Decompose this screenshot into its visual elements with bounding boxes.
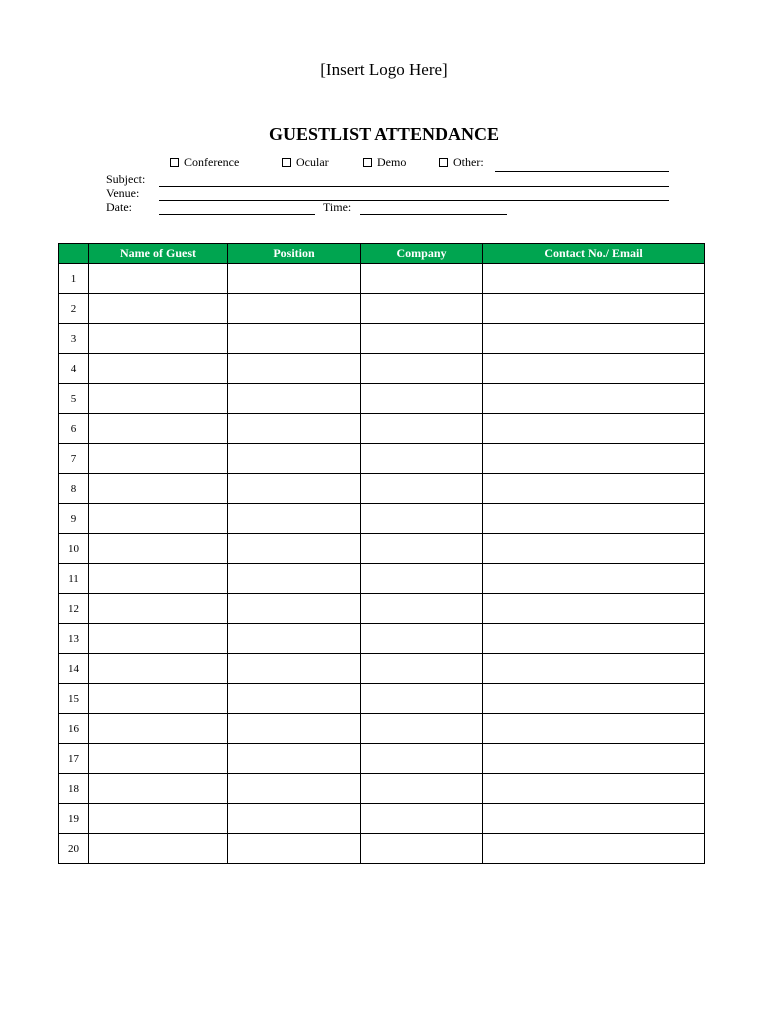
date-label: Date: [106,200,132,214]
position-cell[interactable] [228,564,361,594]
table-header-row [59,244,705,264]
contact-cell[interactable] [483,444,705,474]
name-cell[interactable] [89,564,228,594]
row-number: 4 [59,354,89,384]
table-row [59,714,705,744]
table-row [59,624,705,654]
contact-cell[interactable] [483,624,705,654]
name-cell[interactable] [89,684,228,714]
other-input-line[interactable] [495,171,669,172]
row-number: 19 [59,804,89,834]
contact-cell[interactable] [483,714,705,744]
checkbox-conference[interactable] [170,155,239,170]
company-cell[interactable] [361,294,483,324]
company-cell[interactable] [361,594,483,624]
row-number: 16 [59,714,89,744]
table-row [59,444,705,474]
table-row [59,294,705,324]
table-row [59,504,705,534]
checkbox-icon[interactable] [282,158,291,167]
row-number: 13 [59,624,89,654]
table-row [59,834,705,864]
logo-placeholder: [Insert Logo Here] [320,60,448,79]
row-number: 20 [59,834,89,864]
company-cell[interactable] [361,324,483,354]
position-cell[interactable] [228,534,361,564]
contact-cell[interactable] [483,324,705,354]
time-input-line[interactable] [360,214,507,215]
checkbox-icon[interactable] [170,158,179,167]
header-contact: Contact No./ Email [483,244,705,264]
attendance-table [58,243,705,864]
name-cell[interactable] [89,474,228,504]
position-cell[interactable] [228,714,361,744]
company-cell[interactable] [361,474,483,504]
position-cell[interactable] [228,834,361,864]
table-row [59,594,705,624]
position-cell[interactable] [228,324,361,354]
page-title: GUESTLIST ATTENDANCE [269,124,499,144]
row-number: 6 [59,414,89,444]
name-cell[interactable] [89,414,228,444]
time-label: Time: [323,200,352,214]
row-number: 17 [59,744,89,774]
table-row [59,684,705,714]
row-number: 11 [59,564,89,594]
table-row [59,354,705,384]
position-cell[interactable] [228,684,361,714]
name-cell[interactable] [89,264,228,294]
row-number: 18 [59,774,89,804]
header-position: Position [228,244,361,264]
row-number: 10 [59,534,89,564]
checkbox-other[interactable] [439,155,484,170]
checkbox-label: Demo [377,155,407,169]
header-name: Name of Guest [89,244,228,264]
company-cell[interactable] [361,624,483,654]
row-number: 15 [59,684,89,714]
company-cell[interactable] [361,684,483,714]
company-cell[interactable] [361,264,483,294]
name-cell[interactable] [89,714,228,744]
header-company: Company [361,244,483,264]
company-cell[interactable] [361,774,483,804]
venue-input-line[interactable] [159,200,669,201]
position-cell[interactable] [228,594,361,624]
name-cell[interactable] [89,774,228,804]
position-cell[interactable] [228,294,361,324]
row-number: 5 [59,384,89,414]
table-row [59,564,705,594]
company-cell[interactable] [361,834,483,864]
name-cell[interactable] [89,834,228,864]
header-number [59,244,89,264]
company-cell[interactable] [361,744,483,774]
company-cell[interactable] [361,654,483,684]
contact-cell[interactable] [483,354,705,384]
name-cell[interactable] [89,654,228,684]
table-row [59,774,705,804]
name-cell[interactable] [89,444,228,474]
row-number: 12 [59,594,89,624]
contact-cell[interactable] [483,534,705,564]
name-cell[interactable] [89,624,228,654]
position-cell[interactable] [228,624,361,654]
row-number: 8 [59,474,89,504]
table-row [59,654,705,684]
subject-label: Subject: [106,172,146,186]
row-number: 3 [59,324,89,354]
name-cell[interactable] [89,744,228,774]
contact-cell[interactable] [483,804,705,834]
table-row [59,414,705,444]
checkbox-label: Ocular [296,155,329,169]
row-number: 9 [59,504,89,534]
row-number: 2 [59,294,89,324]
table-row [59,474,705,504]
checkbox-icon[interactable] [363,158,372,167]
table-row [59,804,705,834]
row-number: 7 [59,444,89,474]
table-row [59,534,705,564]
company-cell[interactable] [361,384,483,414]
checkbox-icon[interactable] [439,158,448,167]
name-cell[interactable] [89,504,228,534]
contact-cell[interactable] [483,564,705,594]
company-cell[interactable] [361,504,483,534]
contact-cell[interactable] [483,264,705,294]
table-row [59,324,705,354]
date-input-line[interactable] [159,214,315,215]
contact-cell[interactable] [483,684,705,714]
name-cell[interactable] [89,324,228,354]
name-cell[interactable] [89,294,228,324]
name-cell[interactable] [89,384,228,414]
contact-cell[interactable] [483,474,705,504]
company-cell[interactable] [361,414,483,444]
company-cell[interactable] [361,564,483,594]
contact-cell[interactable] [483,384,705,414]
position-cell[interactable] [228,504,361,534]
contact-cell[interactable] [483,294,705,324]
venue-label: Venue: [106,186,140,200]
position-cell[interactable] [228,264,361,294]
position-cell[interactable] [228,774,361,804]
position-cell[interactable] [228,384,361,414]
contact-cell[interactable] [483,744,705,774]
position-cell[interactable] [228,414,361,444]
table-row [59,744,705,774]
company-cell[interactable] [361,714,483,744]
subject-input-line[interactable] [159,186,669,187]
checkbox-ocular[interactable] [282,155,329,170]
contact-cell[interactable] [483,654,705,684]
contact-cell[interactable] [483,594,705,624]
name-cell[interactable] [89,804,228,834]
row-number: 14 [59,654,89,684]
position-cell[interactable] [228,444,361,474]
name-cell[interactable] [89,534,228,564]
position-cell[interactable] [228,354,361,384]
company-cell[interactable] [361,534,483,564]
table-row [59,264,705,294]
contact-cell[interactable] [483,834,705,864]
checkbox-demo[interactable] [363,155,406,170]
name-cell[interactable] [89,594,228,624]
position-cell[interactable] [228,654,361,684]
name-cell[interactable] [89,354,228,384]
checkbox-label: Conference [184,155,240,169]
checkbox-label: Other: [453,155,484,169]
position-cell[interactable] [228,744,361,774]
contact-cell[interactable] [483,414,705,444]
company-cell[interactable] [361,444,483,474]
company-cell[interactable] [361,354,483,384]
company-cell[interactable] [361,804,483,834]
row-number: 1 [59,264,89,294]
contact-cell[interactable] [483,504,705,534]
position-cell[interactable] [228,804,361,834]
table-row [59,384,705,414]
position-cell[interactable] [228,474,361,504]
contact-cell[interactable] [483,774,705,804]
